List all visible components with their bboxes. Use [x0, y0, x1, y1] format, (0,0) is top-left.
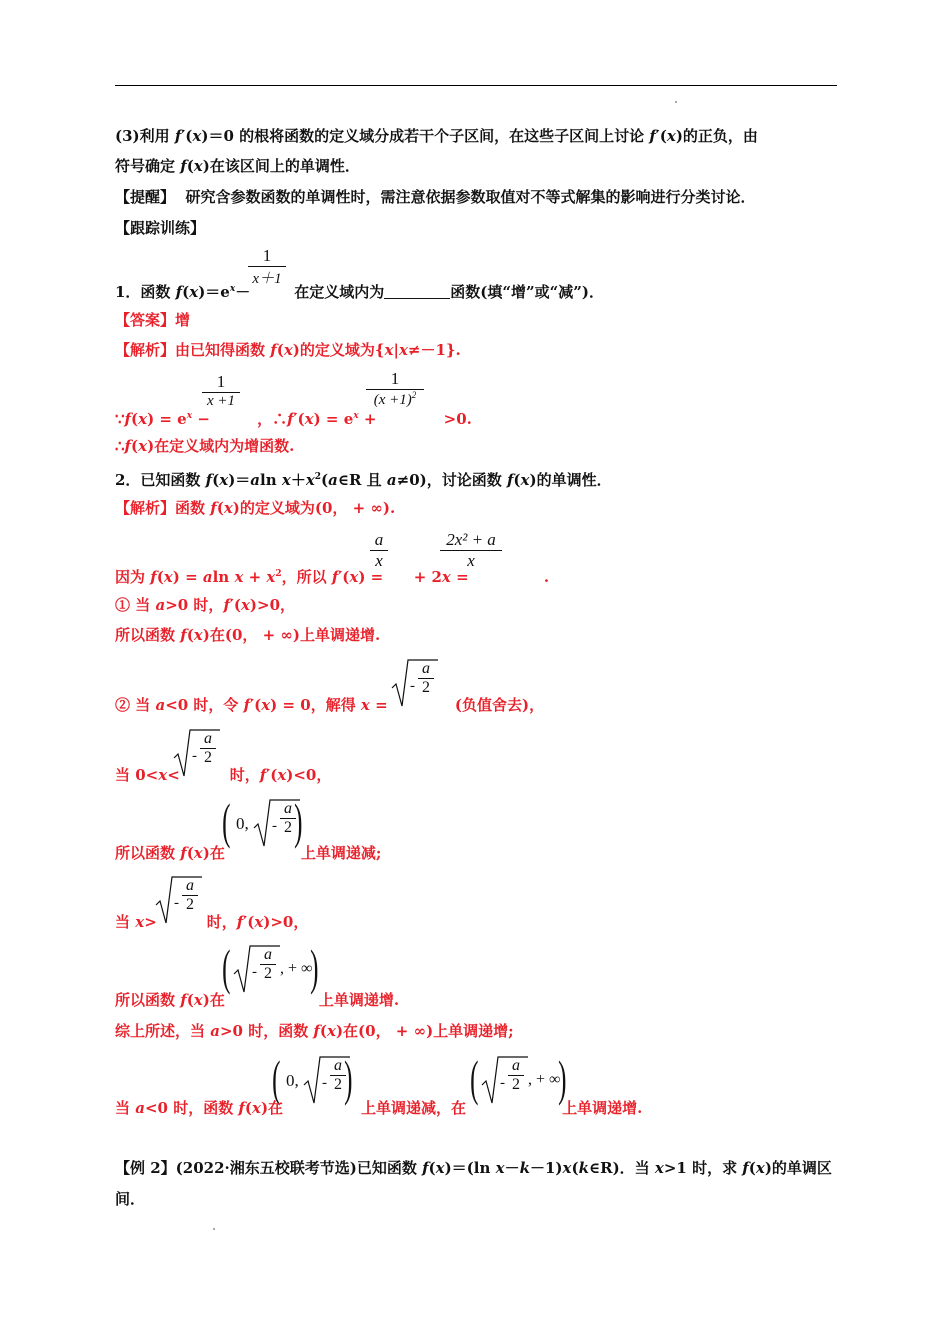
tip-line: 【提醒】 研究含参数函数的单调性时，需注意依据参数取值对不等式解集的影响进行分类讨论．: [115, 188, 756, 206]
speck: [213, 1228, 215, 1230]
interval-radical-to-inf: ( - a 2 , + ∞ ): [226, 938, 322, 1004]
question-2: 2．已知函数 f(x)＝aln $x+x^2(a\in R$ 且 a≠0)，讨论函数 f(x)的单调性．: [115, 471, 612, 489]
q1-fraction: 1 x＋1: [248, 246, 286, 288]
section-heading: 【跟踪训练】: [115, 219, 206, 237]
interval-radical-to-inf: ( - a 2 , + ∞ ): [474, 1049, 570, 1115]
header-rule: [115, 85, 837, 86]
case-2-line3: 所以函数 f(x)在 上单调递减;: [115, 844, 382, 862]
solution-1-line1: 【解析】由已知得函数 f(x)的定义域为{x|x≠－1}.: [115, 341, 461, 359]
interval-0-to-radical: ( 0, - a 2 ): [226, 792, 306, 858]
radical-neg-a-over-2: - a 2: [154, 873, 204, 929]
speck: [675, 101, 677, 103]
solution-1-line3: ∴f(x)在定义域内为增函数.: [115, 437, 295, 455]
solution-2-line2: 因为 f(x) = aln $x + x^2$，所以 f′(x) = + 2x = .: [115, 568, 550, 586]
step3-line1: (3)利用 f′(x)＝0 的根将函数的定义域分成若干个子区间，在这些子区间上讨论 f′(x)的正负，由: [115, 127, 758, 145]
answer-1: 【答案】增: [115, 311, 191, 329]
example-2-line1: 【例 2】(2022·湘东五校联考节选)已知函数 f(x)＝(ln x－k－1)x(k∈R)．当 x>1 时，求 f(x)的单调区: [115, 1159, 832, 1177]
case-1-line1: ① 当 a>0 时，f′(x)>0，: [115, 596, 296, 614]
case-2-line2: 当 0<x< 时，f′(x)<0，: [115, 766, 332, 784]
interval-0-to-radical: ( 0, - a 2 ): [276, 1049, 356, 1115]
answer-blank: [384, 284, 450, 299]
sol2-frac-2x2a-x: 2x² + a x: [440, 530, 502, 571]
solution-1-line2: ∵f(x) = $e^x$ − ，∴f′(x) = $e^x + >0$.: [115, 410, 472, 428]
step3-line2: 符号确定 f(x)在该区间上的单调性．: [115, 157, 360, 175]
summary-line1: 综上所述，当 a>0 时，函数 f(x)在(0， + ∞)上单调递增;: [115, 1022, 514, 1040]
question-1: 1．函数 $f(x)=e^x-$ 在定义域内为 函数(填“增”或“减”)．: [115, 283, 604, 301]
case-2-line5: 所以函数 f(x)在 上单调递增.: [115, 991, 400, 1009]
sol1-frac2: 1 $(x +1)^2$: [366, 369, 424, 409]
case-2-line4: 当 x> 时，f′(x)>0，: [115, 913, 309, 931]
solution-2-line1: 【解析】函数 f(x)的定义域为(0， + ∞).: [115, 499, 396, 517]
sol1-frac1: 1 x +1: [202, 372, 240, 410]
case-2-line1: ② 当 a<0 时，令 f′(x) = 0，解得 x = (负值舍去)，: [115, 696, 545, 714]
radical-neg-a-over-2: - a 2: [172, 726, 222, 782]
summary-line2: 当 a<0 时，函数 f(x)在 上单调递减，在 上单调递增.: [115, 1099, 643, 1117]
sol2-frac-a-x: a x: [370, 530, 388, 571]
example-2-line2: 间．: [115, 1190, 146, 1208]
case-1-line2: 所以函数 f(x)在(0， + ∞)上单调递增.: [115, 626, 381, 644]
radical-neg-a-over-2: - a 2: [390, 656, 440, 712]
